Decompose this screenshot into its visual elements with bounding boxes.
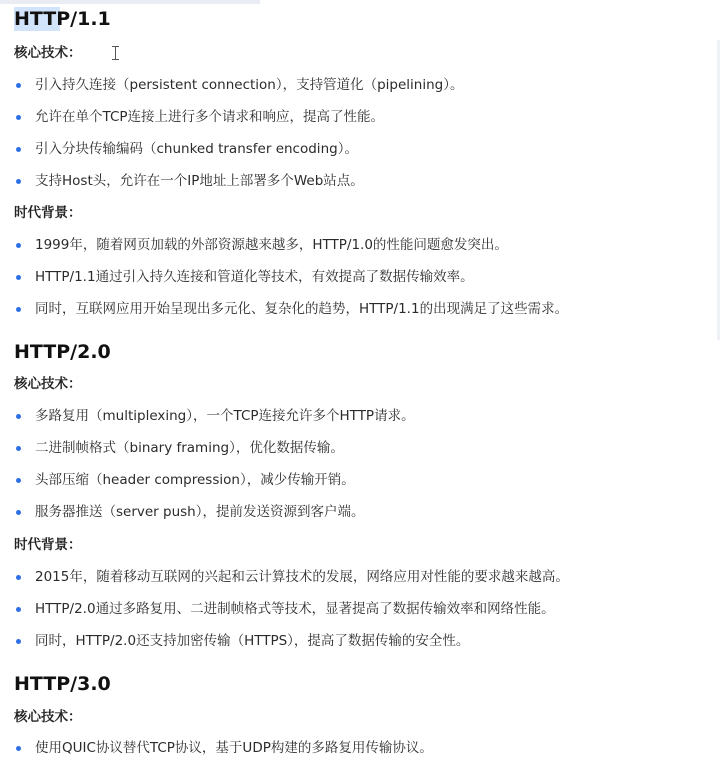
section-heading-http30: HTTP/3.0: [14, 673, 111, 695]
bullet-icon: [16, 275, 21, 280]
bullet-icon: [16, 115, 21, 120]
bullet-icon: [16, 746, 21, 751]
section-heading-http11: HTTP/1.1: [14, 8, 111, 30]
section-heading-http20: HTTP/2.0: [14, 341, 111, 363]
background-label: 时代背景：: [14, 537, 82, 553]
background-label: 时代背景：: [14, 205, 82, 221]
bullet-icon: [16, 147, 21, 152]
bullet-icon: [16, 639, 21, 644]
bullet-icon: [16, 478, 21, 483]
bullet-icon: [16, 243, 21, 248]
core-tech-label: 核心技术：: [14, 45, 82, 61]
bullet-icon: [16, 414, 21, 419]
core-tech-label: 核心技术：: [14, 376, 82, 392]
bullet-icon: [16, 446, 21, 451]
bullet-icon: [16, 575, 21, 580]
core-tech-label: 核心技术：: [14, 709, 82, 725]
bullet-icon: [16, 510, 21, 515]
text-cursor-icon: [115, 46, 116, 60]
bullet-icon: [16, 607, 21, 612]
bullet-icon: [16, 83, 21, 88]
bullet-icon: [16, 307, 21, 312]
document-page: HTTP/1.1 核心技术： 引入持久连接（persistent connection），支持管道化（pipelining）。 允许在单个TCP连接上进行多个请求和响应，提高了性能。 引入分块传输编码（chunked transfer encoding）。 支持Host头，允许在一个IP地址上部署多个Web站点。 时代背景： 1999年，随着网页加载的外部资源越来越多，HTTP/1.0的性能问题愈发突出。 HTTP/1.1通过引入持久连接和管道化等技术，有效提高了数据传输效率。 同时，互联网应用开始呈现出多元化、复杂化的趋势，HTTP/1.1的出现满足了这些需求。 HTTP/2.0 核心技术： 多路复用（multiplexing），一个TCP连接允许多个HTTP请求。 二进制帧格式（binary framing），优化数据传输。 头部压缩（header compression），减少传输开销。 服务器推送（server push），提前发送资源到客户端。 时代背景： 2015年，随着移动互联网的兴起和云计算技术的发展，网络应用对性能的要求越来越高。 HTTP/2.0通过多路复用、二进制帧格式等技术，显著提高了数据传输效率和网络性能。 同时，HTTP/2.0还支持加密传输（HTTPS），提高了数据传输的安全性。 HTTP/3.0 核心技术： 使用QUIC协议替代TCP协议，基于UDP构建的多路复用传输协议。: [14, 8, 569, 756]
bullet-icon: [16, 179, 21, 184]
